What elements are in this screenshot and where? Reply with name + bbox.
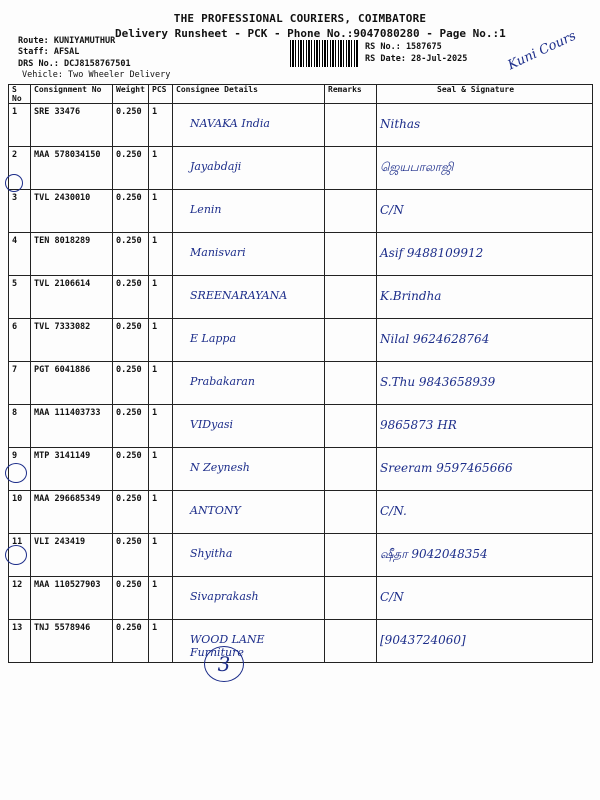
- row-pcs: [149, 104, 173, 147]
- row-signature: [377, 233, 593, 276]
- col-signature: Seal & Signature: [377, 85, 593, 104]
- row-sno: [9, 620, 31, 663]
- row-signature-text: C/N: [380, 203, 404, 217]
- row-consignment-no: [31, 534, 113, 577]
- row-signature: [377, 491, 593, 534]
- row-consignee-text: Prabakaran: [190, 375, 255, 388]
- table-row: [9, 362, 593, 405]
- rs-number: RS No.: 1587675: [365, 42, 442, 52]
- row-pcs: [149, 276, 173, 319]
- row-consignment-no-text: MAA 111403733: [34, 408, 101, 418]
- row-pcs: [149, 577, 173, 620]
- row-consignee-text: VIDyasi: [190, 418, 234, 431]
- row-signature: [377, 276, 593, 319]
- row-remarks: [325, 405, 377, 448]
- row-signature: [377, 405, 593, 448]
- row-weight-text: 0.250: [116, 408, 142, 418]
- row-consignee-text: NAVAKA India: [190, 117, 270, 130]
- row-signature: [377, 104, 593, 147]
- row-signature-text: Nilal 9624628764: [380, 332, 490, 346]
- row-sno-text: 11: [12, 537, 23, 547]
- col-pcs: PCS: [149, 85, 173, 104]
- row-sno-text: 7: [12, 365, 18, 375]
- row-consignee-text: SREENARAYANA: [190, 289, 288, 302]
- row-consignee: [173, 577, 325, 620]
- table-row: [9, 577, 593, 620]
- row-weight: [113, 276, 149, 319]
- row-pcs: [149, 491, 173, 534]
- row-consignee-text: WOOD LANE Furniture: [190, 633, 265, 659]
- row-signature-text: 9865873 HR: [380, 418, 457, 432]
- row-sno-text: 8: [12, 408, 18, 418]
- row-sno: [9, 276, 31, 319]
- row-weight-text: 0.250: [116, 322, 142, 332]
- row-weight: [113, 577, 149, 620]
- table-row: [9, 319, 593, 362]
- circle-mark-row-12: [5, 545, 27, 565]
- row-sno-text: 5: [12, 279, 18, 289]
- col-consignee: Consignee Details: [173, 85, 325, 104]
- row-signature: [377, 577, 593, 620]
- handwritten-note: Kuni Cours: [505, 28, 579, 74]
- row-weight: [113, 362, 149, 405]
- row-consignment-no: [31, 104, 113, 147]
- col-sno: S No: [9, 85, 31, 104]
- row-remarks: [325, 147, 377, 190]
- row-sno-text: 1: [12, 107, 18, 117]
- sheet-subtitle: Delivery Runsheet - PCK - Phone No.:9047080280 - Page No.:1: [115, 27, 506, 40]
- row-consignee: [173, 620, 325, 663]
- row-weight: [113, 491, 149, 534]
- row-pcs-text: 1: [152, 451, 158, 461]
- row-signature: [377, 620, 593, 663]
- row-signature-text: S.Thu 9843658939: [380, 375, 496, 389]
- row-consignee: [173, 104, 325, 147]
- row-signature-text: C/N: [380, 590, 404, 604]
- row-weight-text: 0.250: [116, 107, 142, 117]
- vehicle-label: Vehicle: Two Wheeler Delivery: [22, 70, 171, 80]
- row-consignment-no-text: TNJ 5578946: [34, 623, 91, 633]
- row-signature-text: C/N.: [380, 504, 407, 518]
- row-signature-text: Asif 9488109912: [380, 246, 484, 260]
- row-remarks: [325, 362, 377, 405]
- row-pcs: [149, 147, 173, 190]
- table-row: [9, 190, 593, 233]
- row-pcs: [149, 190, 173, 233]
- row-signature-text: ஷீதா 9042048354: [380, 547, 488, 561]
- row-pcs-text: 1: [152, 537, 158, 547]
- row-consignee: [173, 448, 325, 491]
- row-consignment-no: [31, 620, 113, 663]
- row-consignment-no-text: TVL 2106614: [34, 279, 91, 289]
- row-signature: [377, 190, 593, 233]
- row-consignment-no: [31, 147, 113, 190]
- row-sno-text: 12: [12, 580, 23, 590]
- row-pcs-text: 1: [152, 150, 158, 160]
- row-consignment-no: [31, 319, 113, 362]
- row-consignment-no-text: TVL 7333082: [34, 322, 91, 332]
- row-signature: [377, 362, 593, 405]
- row-weight-text: 0.250: [116, 623, 142, 633]
- row-consignment-no-text: MTP 3141149: [34, 451, 91, 461]
- row-consignee: [173, 362, 325, 405]
- row-remarks: [325, 319, 377, 362]
- row-signature: [377, 147, 593, 190]
- row-consignment-no: [31, 448, 113, 491]
- row-weight-text: 0.250: [116, 150, 142, 160]
- table-row: [9, 491, 593, 534]
- row-weight: [113, 534, 149, 577]
- staff-label: Staff: AFSAL: [18, 47, 80, 57]
- row-consignee-text: E Lappa: [190, 332, 237, 345]
- row-consignee-text: Shyitha: [190, 547, 233, 560]
- row-consignee-text: Lenin: [190, 203, 222, 216]
- row-weight-text: 0.250: [116, 494, 142, 504]
- row-weight-text: 0.250: [116, 537, 142, 547]
- rs-date: RS Date: 28-Jul-2025: [365, 54, 468, 64]
- row-consignee: [173, 534, 325, 577]
- row-pcs-text: 1: [152, 322, 158, 332]
- row-weight-text: 0.250: [116, 236, 142, 246]
- row-weight: [113, 620, 149, 663]
- row-sno: [9, 233, 31, 276]
- row-consignment-no: [31, 362, 113, 405]
- row-consignment-no-text: MAA 578034150: [34, 150, 101, 160]
- sheet-title: THE PROFESSIONAL COURIERS, COIMBATORE: [173, 12, 427, 25]
- row-pcs: [149, 448, 173, 491]
- row-pcs-text: 1: [152, 236, 158, 246]
- circle-mark-row-3: [5, 174, 23, 192]
- row-sno: [9, 491, 31, 534]
- row-consignment-no: [31, 491, 113, 534]
- row-weight: [113, 233, 149, 276]
- row-weight: [113, 405, 149, 448]
- row-signature-text: K.Brindha: [380, 289, 442, 303]
- row-consignee: [173, 233, 325, 276]
- row-remarks: [325, 620, 377, 663]
- row-pcs: [149, 362, 173, 405]
- row-pcs: [149, 319, 173, 362]
- row-pcs-text: 1: [152, 494, 158, 504]
- table-row: [9, 104, 593, 147]
- row-weight: [113, 190, 149, 233]
- row-pcs: [149, 405, 173, 448]
- row-weight: [113, 147, 149, 190]
- row-signature: [377, 319, 593, 362]
- route-label: Route: KUNIYAMUTHUR: [18, 36, 116, 46]
- row-consignee: [173, 319, 325, 362]
- row-sno-text: 9: [12, 451, 18, 461]
- table-row: [9, 276, 593, 319]
- row-weight-text: 0.250: [116, 279, 142, 289]
- row-consignment-no: [31, 233, 113, 276]
- circled-count: [204, 646, 244, 682]
- row-sno: [9, 405, 31, 448]
- row-consignee-text: Jayabdaji: [190, 160, 242, 173]
- row-sno-text: 6: [12, 322, 18, 332]
- row-sno-text: 2: [12, 150, 18, 160]
- row-pcs-text: 1: [152, 623, 158, 633]
- table-row: [9, 620, 593, 663]
- row-sno-text: 4: [12, 236, 18, 246]
- row-consignment-no-text: VLI 243419: [34, 537, 86, 547]
- row-weight-text: 0.250: [116, 580, 142, 590]
- col-remarks: Remarks: [325, 85, 377, 104]
- row-sno-text: 3: [12, 193, 18, 203]
- circled-count-value: 3: [217, 652, 231, 676]
- row-signature-text: [9043724060]: [380, 633, 466, 647]
- row-pcs-text: 1: [152, 279, 158, 289]
- row-weight: [113, 448, 149, 491]
- row-pcs-text: 1: [152, 408, 158, 418]
- row-sno: [9, 104, 31, 147]
- row-consignment-no: [31, 577, 113, 620]
- table-row: [9, 534, 593, 577]
- row-consignee: [173, 405, 325, 448]
- row-consignee-text: N Zeynesh: [190, 461, 250, 474]
- row-sno: [9, 362, 31, 405]
- row-consignment-no: [31, 190, 113, 233]
- row-consignee: [173, 190, 325, 233]
- col-weight: Weight: [113, 85, 149, 104]
- row-consignment-no: [31, 276, 113, 319]
- row-signature-text: Nithas: [380, 117, 421, 131]
- row-weight-text: 0.250: [116, 365, 142, 375]
- runsheet-table: [8, 84, 593, 663]
- row-pcs: [149, 620, 173, 663]
- row-consignment-no-text: TEN 8018289: [34, 236, 91, 246]
- row-pcs-text: 1: [152, 193, 158, 203]
- row-weight-text: 0.250: [116, 193, 142, 203]
- row-pcs: [149, 534, 173, 577]
- row-sno: [9, 577, 31, 620]
- row-consignee-text: ANTONY: [190, 504, 241, 517]
- row-consignee: [173, 491, 325, 534]
- table-header-row: [9, 85, 593, 104]
- circle-mark-row-10: [5, 463, 27, 483]
- row-remarks: [325, 233, 377, 276]
- row-remarks: [325, 448, 377, 491]
- row-signature-text: Sreeram 9597465666: [380, 461, 513, 475]
- table-row: [9, 147, 593, 190]
- row-sno: [9, 319, 31, 362]
- row-signature-text: ஜெயபாலாஜி: [380, 160, 454, 174]
- row-sno: [9, 190, 31, 233]
- row-consignment-no-text: PGT 6041886: [34, 365, 91, 375]
- row-remarks: [325, 276, 377, 319]
- row-remarks: [325, 190, 377, 233]
- row-remarks: [325, 104, 377, 147]
- barcode: [290, 40, 358, 67]
- row-remarks: [325, 491, 377, 534]
- row-consignment-no-text: TVL 2430010: [34, 193, 91, 203]
- table-row: [9, 233, 593, 276]
- row-pcs: [149, 233, 173, 276]
- row-consignment-no: [31, 405, 113, 448]
- row-pcs-text: 1: [152, 365, 158, 375]
- row-signature: [377, 534, 593, 577]
- row-weight: [113, 104, 149, 147]
- row-consignee: [173, 147, 325, 190]
- row-pcs-text: 1: [152, 107, 158, 117]
- row-consignment-no-text: MAA 296685349: [34, 494, 101, 504]
- row-consignment-no-text: SRE 33476: [34, 107, 81, 117]
- row-consignee-text: Manisvari: [190, 246, 246, 259]
- row-signature: [377, 448, 593, 491]
- drs-label: DRS No.: DCJ8158767501: [18, 59, 131, 69]
- row-consignee: [173, 276, 325, 319]
- row-weight-text: 0.250: [116, 451, 142, 461]
- row-consignment-no-text: MAA 110527903: [34, 580, 101, 590]
- row-remarks: [325, 534, 377, 577]
- row-sno-text: 10: [12, 494, 23, 504]
- row-weight: [113, 319, 149, 362]
- table-row: [9, 448, 593, 491]
- row-pcs-text: 1: [152, 580, 158, 590]
- col-consignment: Consignment No: [31, 85, 113, 104]
- table-row: [9, 405, 593, 448]
- row-consignee-text: Sivaprakash: [190, 590, 259, 603]
- row-remarks: [325, 577, 377, 620]
- row-sno-text: 13: [12, 623, 23, 633]
